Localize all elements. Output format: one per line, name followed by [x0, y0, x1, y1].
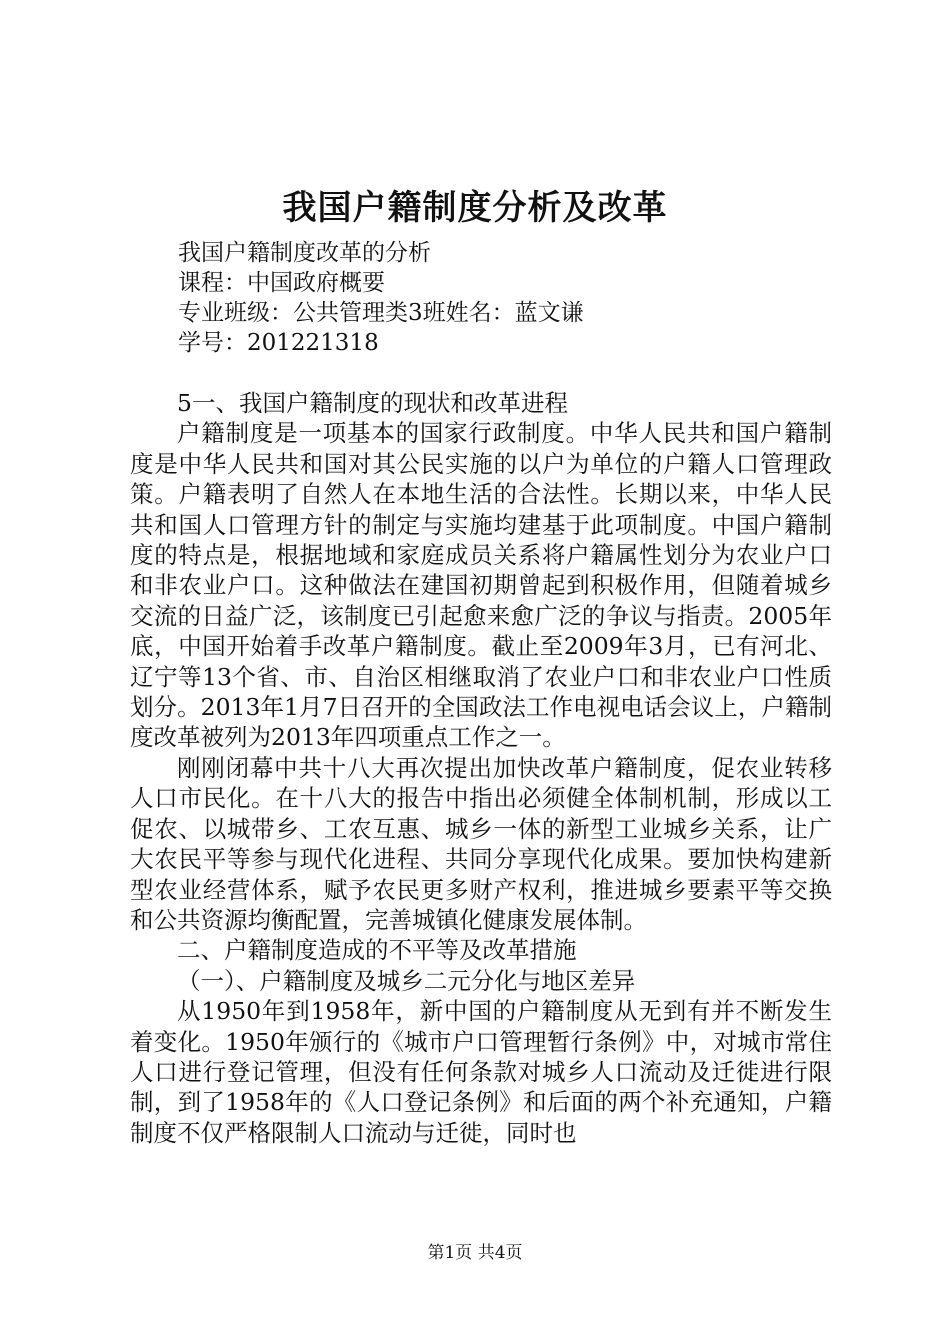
- document-subtitle: 我国户籍制度改革的分析: [178, 240, 431, 266]
- document-body: [130, 388, 832, 1148]
- paragraph-1: 户籍制度是一项基本的国家行政制度。中华人民共和国户籍制度是中华人民共和国对其公民实施的以户为单位的户籍人口管理政策。户籍表明了自然人在本地生活的合法性。长期以来，中华人民共和国人口管理方针的制定与实施均建基于此项制度。中国户籍制度的特点是，根据地域和家庭成员关系将户籍属性划分为农业户口和非农业户口。这种做法在建国初期曾起到积极作用，但随着城乡交流的日益广泛，该制度已引起愈来愈广泛的争议与指责。2005年底，中国开始着手改革户籍制度。截止至2009年3月，已有河北、辽宁等13个省、市、自治区相继取消了农业户口和非农业户口性质划分。2013年1月7日召开的全国政法工作电视电话会议上，户籍制度改革被列为2013年四项重点工作之一。: [130, 419, 832, 752]
- section-heading-1: 5一、我国户籍制度的现状和改革进程: [177, 389, 568, 417]
- page-footer: 第1页 共4页: [427, 1243, 523, 1263]
- course-line: 课程：中国政府概要: [178, 270, 385, 296]
- student-id-line: 学号：201221318: [178, 330, 379, 356]
- document-title: 我国户籍制度分析及改革: [282, 188, 668, 228]
- subsection-heading-1: （一）、户籍制度及城乡二元分化与地区差异: [177, 966, 636, 995]
- class-name-line: 专业班级：公共管理类3班姓名：蓝文谦: [178, 300, 584, 326]
- section-heading-2: 二、户籍制度造成的不平等及改革措施: [177, 936, 577, 965]
- document-meta: [178, 238, 838, 358]
- paragraph-2: 刚刚闭幕中共十八大再次提出加快改革户籍制度，促农业转移人口市民化。在十八大的报告中指出必须健全体制机制，形成以工促农、以城带乡、工农互惠、城乡一体的新型工业城乡关系，让广大农民平等参与现代化进程、共同分享现代化成果。要加快构建新型农业经营体系，赋予农民更多财产权利，推进城乡要素平等交换和公共资源均衡配置，完善城镇化健康发展体制。: [130, 753, 832, 934]
- paragraph-3: 从1950年到1958年，新中国的户籍制度从无到有并不断发生着变化。1950年颁行的《城市户口管理暂行条例》中，对城市常住人口进行登记管理，但没有任何条款对城乡人口流动及迁徙进行限制，到了1958年的《人口登记条例》和后面的两个补充通知，户籍制度不仅严格限制人口流动与迁徙，同时也: [130, 997, 832, 1147]
